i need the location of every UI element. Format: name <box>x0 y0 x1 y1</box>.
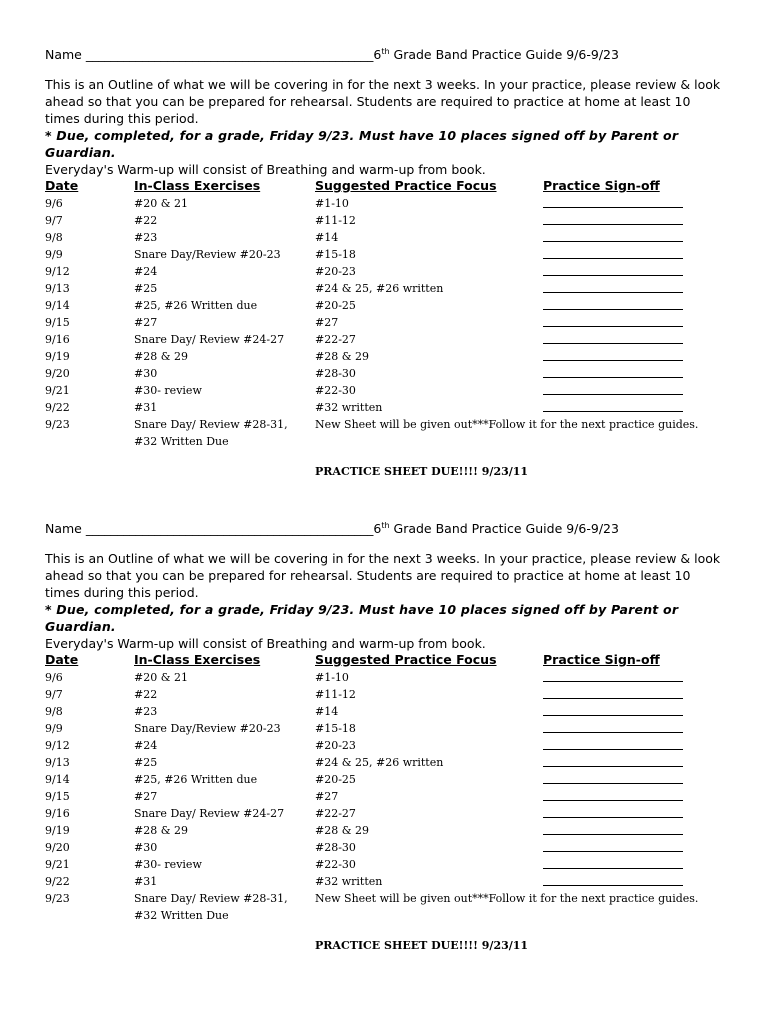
signoff-line <box>543 399 683 417</box>
row-exercise: #28 & 29 <box>134 350 188 363</box>
signoff-line <box>543 669 683 687</box>
row-focus: #11-12 <box>315 688 356 701</box>
row-focus: #22-27 <box>315 333 356 346</box>
signoff-line <box>543 297 683 315</box>
signoff-blank <box>543 229 683 242</box>
row-exercise: #22 <box>134 688 158 701</box>
signoff-line <box>543 703 683 721</box>
due-note: * Due, completed, for a grade, Friday 9/23. Must have 10 places signed off by Parent or Guardian. <box>45 602 679 634</box>
row-focus: New Sheet will be given out***Follow it for the next practice guides. <box>315 418 699 431</box>
practice-sheet-bottom <box>45 520 725 952</box>
row-exercise: #30 <box>134 367 158 380</box>
signoff-line <box>543 382 683 400</box>
signoff-blank <box>543 839 683 852</box>
signoff-blank <box>543 669 683 682</box>
row-focus: #20-23 <box>315 739 356 752</box>
row-focus: #28 & 29 <box>315 824 369 837</box>
signoff-blank <box>543 195 683 208</box>
row-date: 9/19 <box>45 350 70 363</box>
row-date: 9/23 <box>45 892 70 905</box>
signoff-blank <box>543 703 683 716</box>
guide-title: Grade Band Practice Guide 9/6-9/23 <box>389 521 619 536</box>
header-date: Date <box>45 178 79 193</box>
row-focus: #1-10 <box>315 671 349 684</box>
row-exercise: #25 <box>134 282 158 295</box>
signoff-line <box>543 856 683 874</box>
signoff-blank <box>543 737 683 750</box>
table-row <box>45 212 725 229</box>
signoff-line <box>543 771 683 789</box>
row-date: 9/20 <box>45 367 70 380</box>
table-row <box>45 754 725 771</box>
row-exercise-cont-text: #32 Written Due <box>134 435 229 448</box>
row-date: 9/16 <box>45 807 70 820</box>
signoff-blank <box>543 771 683 784</box>
table-header <box>45 652 725 669</box>
signoff-line <box>543 686 683 704</box>
row-exercise: #31 <box>134 875 158 888</box>
table-row <box>45 382 725 399</box>
footer-due: PRACTICE SHEET DUE!!!! 9/23/11 <box>315 939 529 952</box>
row-exercise: #25, #26 Written due <box>134 773 258 786</box>
grade-suffix: th <box>381 521 390 530</box>
row-exercise: #24 <box>134 739 158 752</box>
table-row <box>45 703 725 720</box>
header-signoff: Practice Sign-off <box>543 652 660 667</box>
row-date: 9/6 <box>45 197 63 210</box>
row-focus: #24 & 25, #26 written <box>315 282 444 295</box>
signoff-line <box>543 263 683 281</box>
table-row <box>45 669 725 686</box>
row-exercise: #24 <box>134 265 158 278</box>
row-focus: New Sheet will be given out***Follow it for the next practice guides. <box>315 892 699 905</box>
row-focus: #27 <box>315 316 339 329</box>
row-date: 9/12 <box>45 265 70 278</box>
intro-paragraph: This is an Outline of what we will be covering in for the next 3 weeks. In your practice, please review & look ahead so that you can be prepared for rehearsal. Students are required to practice at home at least 10 times during this period. <box>45 77 721 126</box>
row-date: 9/14 <box>45 299 70 312</box>
row-date: 9/15 <box>45 316 70 329</box>
table-row <box>45 737 725 754</box>
row-focus: #1-10 <box>315 197 349 210</box>
row-exercise: #30- review <box>134 384 202 397</box>
row-date: 9/8 <box>45 705 63 718</box>
row-exercise: Snare Day/ Review #28-31, <box>134 892 288 905</box>
signoff-line <box>543 314 683 332</box>
row-exercise: #30- review <box>134 858 202 871</box>
row-focus: #20-25 <box>315 773 356 786</box>
table-row <box>45 229 725 246</box>
header-focus: Suggested Practice Focus <box>315 178 497 193</box>
footer-due: PRACTICE SHEET DUE!!!! 9/23/11 <box>315 465 529 478</box>
row-exercise: #27 <box>134 790 158 803</box>
table-row <box>45 805 725 822</box>
signoff-blank <box>543 348 683 361</box>
signoff-blank <box>543 720 683 733</box>
signoff-line <box>543 331 683 349</box>
row-exercise-continued <box>45 907 725 924</box>
row-date: 9/8 <box>45 231 63 244</box>
row-exercise: Snare Day/ Review #24-27 <box>134 807 285 820</box>
row-focus: #20-23 <box>315 265 356 278</box>
row-focus: #20-25 <box>315 299 356 312</box>
table-row <box>45 686 725 703</box>
header-exercises: In-Class Exercises <box>134 178 261 193</box>
signoff-line <box>543 229 683 247</box>
table-row <box>45 788 725 805</box>
signoff-blank <box>543 754 683 767</box>
row-exercise: #20 & 21 <box>134 671 188 684</box>
row-exercise: #25, #26 Written due <box>134 299 258 312</box>
table-row <box>45 399 725 416</box>
signoff-line <box>543 195 683 213</box>
signoff-blank <box>543 856 683 869</box>
header-focus: Suggested Practice Focus <box>315 652 497 667</box>
warmup-note: Everyday's Warm-up will consist of Breathing and warm-up from book. <box>45 636 486 651</box>
table-row <box>45 314 725 331</box>
row-exercise: #25 <box>134 756 158 769</box>
row-exercise: Snare Day/ Review #28-31, <box>134 418 288 431</box>
signoff-line <box>543 754 683 772</box>
name-title-line <box>45 46 725 64</box>
row-exercise-continued <box>45 433 725 450</box>
signoff-line <box>543 348 683 366</box>
row-exercise: #27 <box>134 316 158 329</box>
row-date: 9/22 <box>45 401 70 414</box>
row-exercise: Snare Day/ Review #24-27 <box>134 333 285 346</box>
row-date: 9/7 <box>45 214 63 227</box>
table-row <box>45 771 725 788</box>
due-note: * Due, completed, for a grade, Friday 9/23. Must have 10 places signed off by Parent or Guardian. <box>45 128 679 160</box>
header-date: Date <box>45 652 79 667</box>
row-date: 9/21 <box>45 858 70 871</box>
row-focus: #15-18 <box>315 722 356 735</box>
grade-number: 6 <box>373 47 382 62</box>
table-row <box>45 297 725 314</box>
table-row <box>45 822 725 839</box>
row-focus: #28 & 29 <box>315 350 369 363</box>
name-label: Name ______________________________________________ <box>45 47 374 62</box>
schedule-rows <box>45 195 725 416</box>
row-date: 9/23 <box>45 418 70 431</box>
signoff-blank <box>543 297 683 310</box>
row-focus: #22-30 <box>315 384 356 397</box>
signoff-blank <box>543 365 683 378</box>
row-exercise: #31 <box>134 401 158 414</box>
row-date: 9/7 <box>45 688 63 701</box>
table-row <box>45 195 725 212</box>
row-date: 9/13 <box>45 282 70 295</box>
row-focus: #24 & 25, #26 written <box>315 756 444 769</box>
row-focus: #27 <box>315 790 339 803</box>
row-exercise: #23 <box>134 705 158 718</box>
table-row <box>45 246 725 263</box>
row-date: 9/15 <box>45 790 70 803</box>
table-row <box>45 365 725 382</box>
signoff-line <box>543 788 683 806</box>
row-focus: #14 <box>315 231 339 244</box>
table-row-last <box>45 890 725 907</box>
signoff-blank <box>543 399 683 412</box>
row-exercise: #23 <box>134 231 158 244</box>
signoff-blank <box>543 805 683 818</box>
row-focus: #32 written <box>315 401 383 414</box>
practice-sheet-top <box>45 46 725 478</box>
name-label: Name ______________________________________________ <box>45 521 374 536</box>
table-row <box>45 263 725 280</box>
name-title-line <box>45 520 725 538</box>
row-date: 9/9 <box>45 248 63 261</box>
signoff-blank <box>543 331 683 344</box>
signoff-blank <box>543 382 683 395</box>
signoff-line <box>543 280 683 298</box>
signoff-line <box>543 737 683 755</box>
signoff-line <box>543 212 683 230</box>
row-exercise: #22 <box>134 214 158 227</box>
signoff-line <box>543 822 683 840</box>
signoff-blank <box>543 788 683 801</box>
table-row <box>45 280 725 297</box>
row-exercise: #30 <box>134 841 158 854</box>
signoff-blank <box>543 873 683 886</box>
row-date: 9/21 <box>45 384 70 397</box>
table-row <box>45 839 725 856</box>
row-date: 9/13 <box>45 756 70 769</box>
table-row <box>45 856 725 873</box>
row-date: 9/19 <box>45 824 70 837</box>
signoff-line <box>543 873 683 891</box>
row-focus: #11-12 <box>315 214 356 227</box>
signoff-blank <box>543 246 683 259</box>
row-focus: #28-30 <box>315 367 356 380</box>
signoff-blank <box>543 280 683 293</box>
signoff-line <box>543 805 683 823</box>
signoff-line <box>543 365 683 383</box>
signoff-line <box>543 839 683 857</box>
row-exercise-cont-text: #32 Written Due <box>134 909 229 922</box>
row-date: 9/12 <box>45 739 70 752</box>
row-focus: #22-27 <box>315 807 356 820</box>
signoff-blank <box>543 212 683 225</box>
signoff-blank <box>543 263 683 276</box>
row-date: 9/6 <box>45 671 63 684</box>
signoff-line <box>543 720 683 738</box>
row-focus: #14 <box>315 705 339 718</box>
row-exercise: #20 & 21 <box>134 197 188 210</box>
grade-number: 6 <box>373 521 382 536</box>
table-header <box>45 178 725 195</box>
table-row <box>45 873 725 890</box>
schedule-rows <box>45 669 725 890</box>
row-date: 9/20 <box>45 841 70 854</box>
row-date: 9/16 <box>45 333 70 346</box>
row-date: 9/14 <box>45 773 70 786</box>
table-row-last <box>45 416 725 433</box>
table-row <box>45 720 725 737</box>
row-focus: #22-30 <box>315 858 356 871</box>
row-exercise: Snare Day/Review #20-23 <box>134 722 281 735</box>
signoff-blank <box>543 686 683 699</box>
table-row <box>45 348 725 365</box>
row-exercise: #28 & 29 <box>134 824 188 837</box>
signoff-blank <box>543 822 683 835</box>
table-row <box>45 331 725 348</box>
grade-suffix: th <box>381 47 390 56</box>
header-exercises: In-Class Exercises <box>134 652 261 667</box>
signoff-line <box>543 246 683 264</box>
header-signoff: Practice Sign-off <box>543 178 660 193</box>
row-exercise: Snare Day/Review #20-23 <box>134 248 281 261</box>
row-date: 9/22 <box>45 875 70 888</box>
row-focus: #15-18 <box>315 248 356 261</box>
intro-paragraph: This is an Outline of what we will be covering in for the next 3 weeks. In your practice, please review & look ahead so that you can be prepared for rehearsal. Students are required to practice at home at least 10 times during this period. <box>45 551 721 600</box>
row-focus: #28-30 <box>315 841 356 854</box>
signoff-blank <box>543 314 683 327</box>
warmup-note: Everyday's Warm-up will consist of Breathing and warm-up from book. <box>45 162 486 177</box>
row-date: 9/9 <box>45 722 63 735</box>
row-focus: #32 written <box>315 875 383 888</box>
guide-title: Grade Band Practice Guide 9/6-9/23 <box>389 47 619 62</box>
